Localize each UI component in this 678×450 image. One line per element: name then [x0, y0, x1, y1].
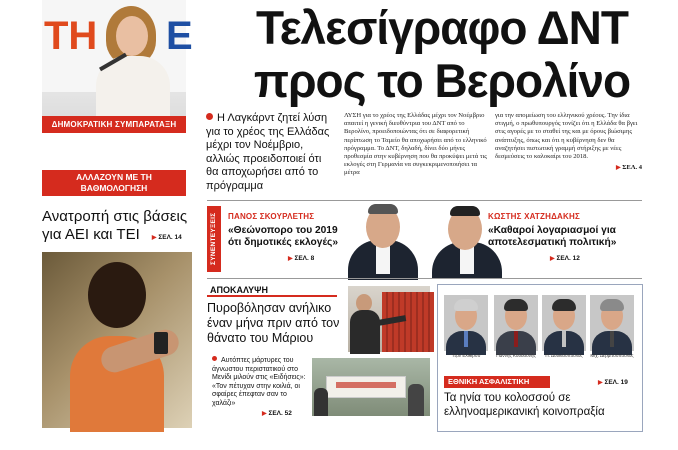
interview-quote-left: «Θεώνοπορο του 2019 ότι δημοτικές εκλογές»: [228, 225, 339, 248]
portrait-1: [444, 295, 488, 351]
insurance-box[interactable]: [437, 284, 643, 432]
interview-left[interactable]: [228, 212, 353, 262]
portrait-2: [494, 295, 538, 351]
reveal-body: Αυτόπτες μάρτυρες του άγνωστου περιστατικού στο Μενίδι μιλούν στις «Ειδήσεις»: «Τον πέτυχαν στην κοιλιά, οι σφαίρες έπεφταν σαν το χαλάζι» ▶ ΣΕΛ. 52: [212, 356, 310, 419]
education-headline-line-1: Ανατροπή στις βάσεις: [42, 208, 188, 225]
lead-paragraph: Η Λαγκάρντ ζητεί λύση για το χρέος της Ελλάδας μέχρι τον Νοέμβριο, αλλιώς προειδοποιεί ότι θα αποχωρήσει από το πρόγραμμα: [206, 112, 330, 192]
insurance-headline: Τα ηνία του κολοσσού σε ελληνοαμερικανική κοινοπραξία: [444, 392, 605, 418]
reveal-photo: [348, 286, 430, 352]
insurance-page-ref: ▶ ΣΕΛ. 19: [598, 379, 628, 386]
interviews-tag: ΣΥΝΕΝΤΕΥΞΕΙΣ: [207, 206, 221, 272]
education-kicker: [42, 170, 186, 204]
interview-page-ref-right: ▶ ΣΕΛ. 12: [550, 255, 580, 262]
photo-backdrop-letter: Ε: [166, 14, 193, 58]
education-page-ref: ▶ ΣΕΛ. 14: [151, 234, 182, 241]
article-column-1: ΛΥΣΗ για το χρέος της Ελλάδας μέχρι τον Νοέμβριο απαιτεί η γενική διευθύντρια του ΔΝΤ από το Βερολίνο, προειδοποιώντας ότι σε διαφορετική περίπτωση το Ταμείο θα αποχωρήσει από το ελληνικό πρόγραμμα. Το ΔΝΤ, δηλαδή, δίνει δύο μήνες προθεσμία στην κυβέρνηση που θα προκύψει μετά τις εκλογές στη Γερμανία να συγκεκριμενοποιήσει τα μέτρα: [344, 112, 487, 177]
photo-backdrop-letters: ΤΗ: [44, 14, 98, 58]
portrait-3: [542, 295, 586, 351]
kicker-line-2: ΣΤΑ ΜΑΘΗΜΑΤΙΚΑ: [75, 194, 153, 204]
bullet-icon: [212, 356, 217, 361]
interview-right[interactable]: [488, 212, 648, 262]
reveal-label: ΑΠΟΚΑΛΥΨΗ: [207, 284, 337, 297]
insurance-label: ΕΘΝΙΚΗ ΑΣΦΑΛΙΣΤΙΚΗ: [444, 376, 550, 388]
education-headline[interactable]: [42, 208, 192, 247]
caption-3: Π. Δουκιδόπουλος: [545, 353, 583, 358]
protest-photo: [312, 358, 430, 416]
interview-page-ref-left: ▶ ΣΕΛ. 8: [288, 255, 315, 262]
interviewee-name-left: ΠΑΝΟΣ ΣΚΟΥΡΛΕΤΗΣ: [228, 212, 315, 221]
interviewee-name-right: ΚΩΣΤΗΣ ΧΑΤΖΗΔΑΚΗΣ: [488, 212, 580, 221]
main-page-ref: ▶ ΣΕΛ. 4: [616, 164, 642, 172]
kicker-line-1: ΑΛΛΑΖΟΥΝ ΜΕ ΤΗ ΒΑΘΜΟΛΟΓΗΣΗ: [76, 172, 152, 193]
caption-2: Γιάννης Κουδουνής: [496, 353, 536, 358]
reveal-page-ref: ▶ ΣΕΛ. 52: [262, 410, 292, 417]
reveal-headline[interactable]: Πυροβόλησαν ανήλικο έναν μήνα πριν από τον θάνατο του Μάριου: [207, 301, 340, 345]
politicians-photo: [346, 200, 506, 274]
student-photo: [42, 252, 192, 428]
divider: [207, 278, 642, 279]
main-headline-line-1: Τελεσίγραφο ΔΝΤ: [256, 0, 628, 54]
education-headline-line-2: για ΑΕΙ και ΤΕΙ ▶ ΣΕΛ. 14: [42, 226, 182, 243]
article-column-2: για την απομείωση του ελληνικού χρέους. Την ίδια στιγμή, ο πρωθυπουργός τονίζει ότι η Ελλάδα θα βγει στις αγορές με το σταθεί της και με όρους βιώσιμης ανάπτυξης, όπως και ότι η κυβέρνηση δεν θα αναζητήσει πιστωτική γραμμή στήριξης με νέες δεσμεύσεις το καλοκαίρι του 2018. ▶ ΣΕΛ. 4: [495, 112, 642, 172]
caption-4: Μιχ. Δέρμιτσόπουλος: [590, 353, 634, 358]
portrait-4: [590, 295, 634, 351]
party-banner: ΔΗΜΟΚΡΑΤΙΚΗ ΣΥΜΠΑΡΑΤΑΞΗ: [42, 116, 186, 133]
main-headline-line-2: προς το Βερολίνο: [253, 54, 631, 108]
interview-quote-right: «Καθαροί λογαριασμοί για αποτελεσματική πολιτική»: [488, 225, 617, 248]
speaker-photo: [42, 0, 193, 133]
main-headline[interactable]: [212, 1, 672, 107]
bullet-icon: [206, 113, 213, 120]
caption-1: Τζον Ελίθιρσο: [451, 353, 481, 358]
